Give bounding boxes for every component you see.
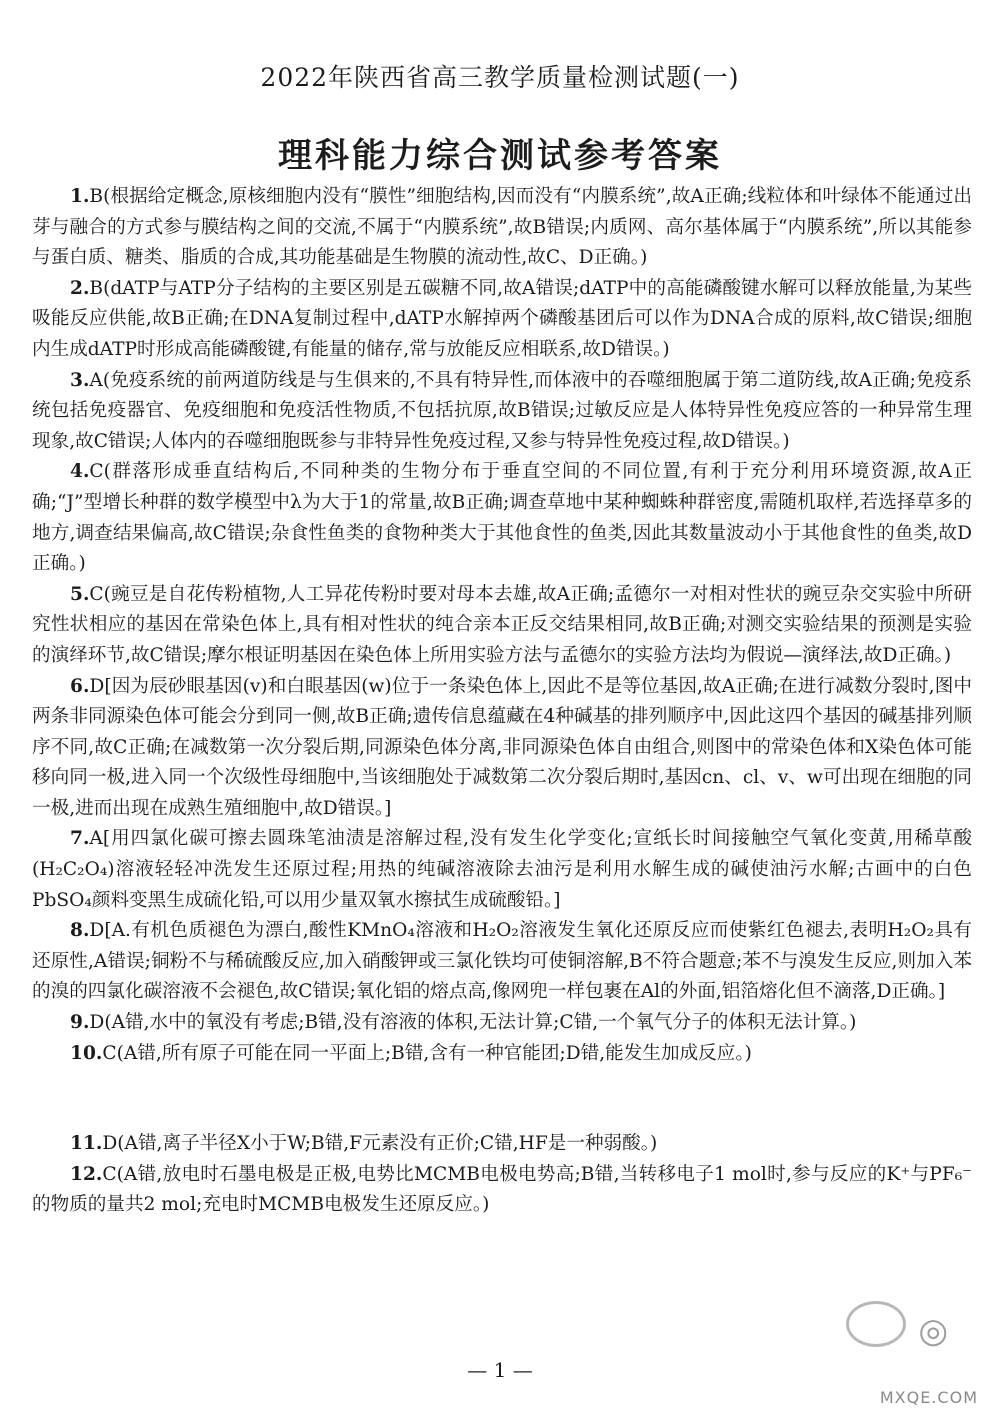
- question-number: 5.: [70, 583, 90, 605]
- answer-text: D(A错,离子半径X小于W;B错,F元素没有正价;C错,HF是一种弱酸。): [102, 1133, 658, 1155]
- answer-item-12: [32, 1160, 972, 1221]
- answer-key-heading: 理科能力综合测试参考答案: [278, 136, 722, 176]
- question-number: 7.: [70, 828, 90, 850]
- question-number: 8.: [70, 920, 90, 942]
- answer-text: D(A错,水中的氧没有考虑;B错,没有溶液的体积,无法计算;C错,一个氧气分子的体积无法计算。): [89, 1012, 857, 1034]
- answer-item-11: [32, 1129, 972, 1160]
- watermark-logo: [846, 1311, 976, 1387]
- answer-text: C(豌豆是自花传粉植物,人工异花传粉时要对母本去雄,故A正确;孟德尔一对相对性状的豌豆杂交实验中所研究性状相应的基因在常染色体上,具有相对性状的纯合亲本正反交结果相同,故B正确;对测交实验结果的预测是实验的演绎环节,故C错误;摩尔根证明基因在染色体上所用实验方法与孟德尔的实验方法均为假说—演绎法,故D正确。): [32, 583, 972, 666]
- answer-text: A(免疫系统的前两道防线是与生俱来的,不具有特异性,而体液中的吞噬细胞属于第二道防线,故A正确;免疫系统包括免疫器官、免疫细胞和免疫活性物质,不包括抗原,故B错误;过敏反应是人体特异性免疫应答的一种异常生理现象,故C错误;人体内的吞噬细胞既参与非特异性免疫过程,又参与特异性免疫过程,故D错误。): [32, 369, 972, 452]
- answer-item-10: [32, 1039, 972, 1070]
- answer-item-3: [32, 366, 972, 458]
- answer-text: D[因为辰砂眼基因(v)和白眼基因(w)位于一条染色体上,因此不是等位基因,故A正确;在进行减数分裂时,图中两条非同源染色体可能会分到同一侧,故B正确;遗传信息蕴藏在4种碱基的排列顺序中,因此这四个基因的碱基排列顺序不同,故C正确;在减数第一次分裂后期,同源染色体分离,非同源染色体自由组合,则图中的常染色体和X染色体可能移向同一极,进入同一个次级性母细胞中,当该细胞处于减数第二次分裂后期时,基因cn、cl、v、w可出现在细胞的同一极,进而出现在成熟生殖细胞中,故D错误。]: [32, 675, 972, 819]
- answer-item-6: [32, 672, 972, 825]
- answer-item-9: [32, 1008, 972, 1039]
- answer-text: D[A.有机色质褪色为漂白,酸性KMnO₄溶液和H₂O₂溶液发生氧化还原反应而使紫红色褪去,表明H₂O₂具有还原性,A错误;铜粉不与稀硫酸反应,加入硝酸钾或三氯化铁均可使铜溶解,B不符合题意;苯不与溴发生反应,则加入苯的溴的四氯化碳溶液不会褪色,故C错误;氧化铝的熔点高,像网兜一样包裹在Al的外面,铝箔熔化但不滴落,D正确。]: [32, 920, 972, 1003]
- page-number: — 1 —: [467, 1358, 533, 1382]
- answer-list: [32, 182, 972, 1221]
- question-number: 3.: [70, 369, 90, 391]
- question-number: 9.: [70, 1012, 90, 1034]
- question-number: 1.: [70, 186, 90, 207]
- answer-text: A[用四氯化碳可擦去圆珠笔油渍是溶解过程,没有发生化学变化;宣纸长时间接触空气氧化变黄,用稀草酸(H₂C₂O₄)溶液轻轻冲洗发生还原过程;用热的纯碱溶液除去油污是利用水解生成的碱使油污水解;古画中的白色PbSO₄颜料变黑生成硫化铅,可以用少量双氧水擦拭生成硫酸铅。]: [32, 828, 972, 911]
- question-number: 6.: [70, 675, 90, 697]
- answer-item-8: [32, 916, 972, 1008]
- answer-text: C(群落形成垂直结构后,不同种类的生物分布于垂直空间的不同位置,有利于充分利用环境资源,故A正确;“J”型增长种群的数学模型中λ为大于1的常量,故B正确;调查草地中某种蜘蛛种群密度,需随机取样,若选择草多的地方,调查结果偏高,故C错误;杂食性鱼类的食物种类大于其他食性的鱼类,因此其数量波动小于其他食性的鱼类,故D正确。): [32, 461, 972, 575]
- watermark-text: MXQE.COM: [879, 1388, 978, 1407]
- question-number: 12.: [70, 1163, 103, 1185]
- watermark-glyph-icon: ◎: [918, 1311, 948, 1351]
- exam-title: 2022年陕西省高三教学质量检测试题(一): [260, 63, 740, 92]
- answer-item-2: [32, 274, 972, 366]
- answer-text: C(A错,放电时石墨电极是正极,电势比MCMB电极电势高;B错,当转移电子1 mol时,参与反应的K⁺与PF₆⁻的物质的量共2 mol;充电时MCMB电极发生还原反应。): [32, 1163, 972, 1216]
- answer-item-5: [32, 580, 972, 672]
- question-number: 4.: [70, 461, 90, 483]
- blank-gap: [32, 1069, 972, 1129]
- watermark-ring-icon: [846, 1301, 906, 1347]
- answer-item-1: [32, 182, 972, 274]
- question-number: 2.: [70, 277, 90, 299]
- question-number: 11.: [70, 1133, 103, 1155]
- answer-text: B(dATP与ATP分子结构的主要区别是五碳糖不同,故A错误;dATP中的高能磷酸键水解可以释放能量,为某些吸能反应供能,故B正确;在DNA复制过程中,dATP水解掉两个磷酸基团后可以作为DNA合成的原料,故C错误;细胞内生成dATP时形成高能磷酸键,有能量的储存,常与放能反应相联系,故D错误。): [32, 277, 972, 360]
- answer-text: C(A错,所有原子可能在同一平面上;B错,含有一种官能团;D错,能发生加成反应。): [102, 1042, 752, 1064]
- answer-item-4: [32, 457, 972, 579]
- answer-item-7: [32, 824, 972, 916]
- answer-text: B(根据给定概念,原核细胞内没有“膜性”细胞结构,因而没有“内膜系统”,故A正确;线粒体和叶绿体不能通过出芽与融合的方式参与膜结构之间的交流,不属于“内膜系统”,故B错误;内质网、高尔基体属于“内膜系统”,所以其能参与蛋白质、糖类、脂质的合成,其功能基础是生物膜的流动性,故C、D正确。): [32, 186, 972, 269]
- question-number: 10.: [70, 1042, 103, 1064]
